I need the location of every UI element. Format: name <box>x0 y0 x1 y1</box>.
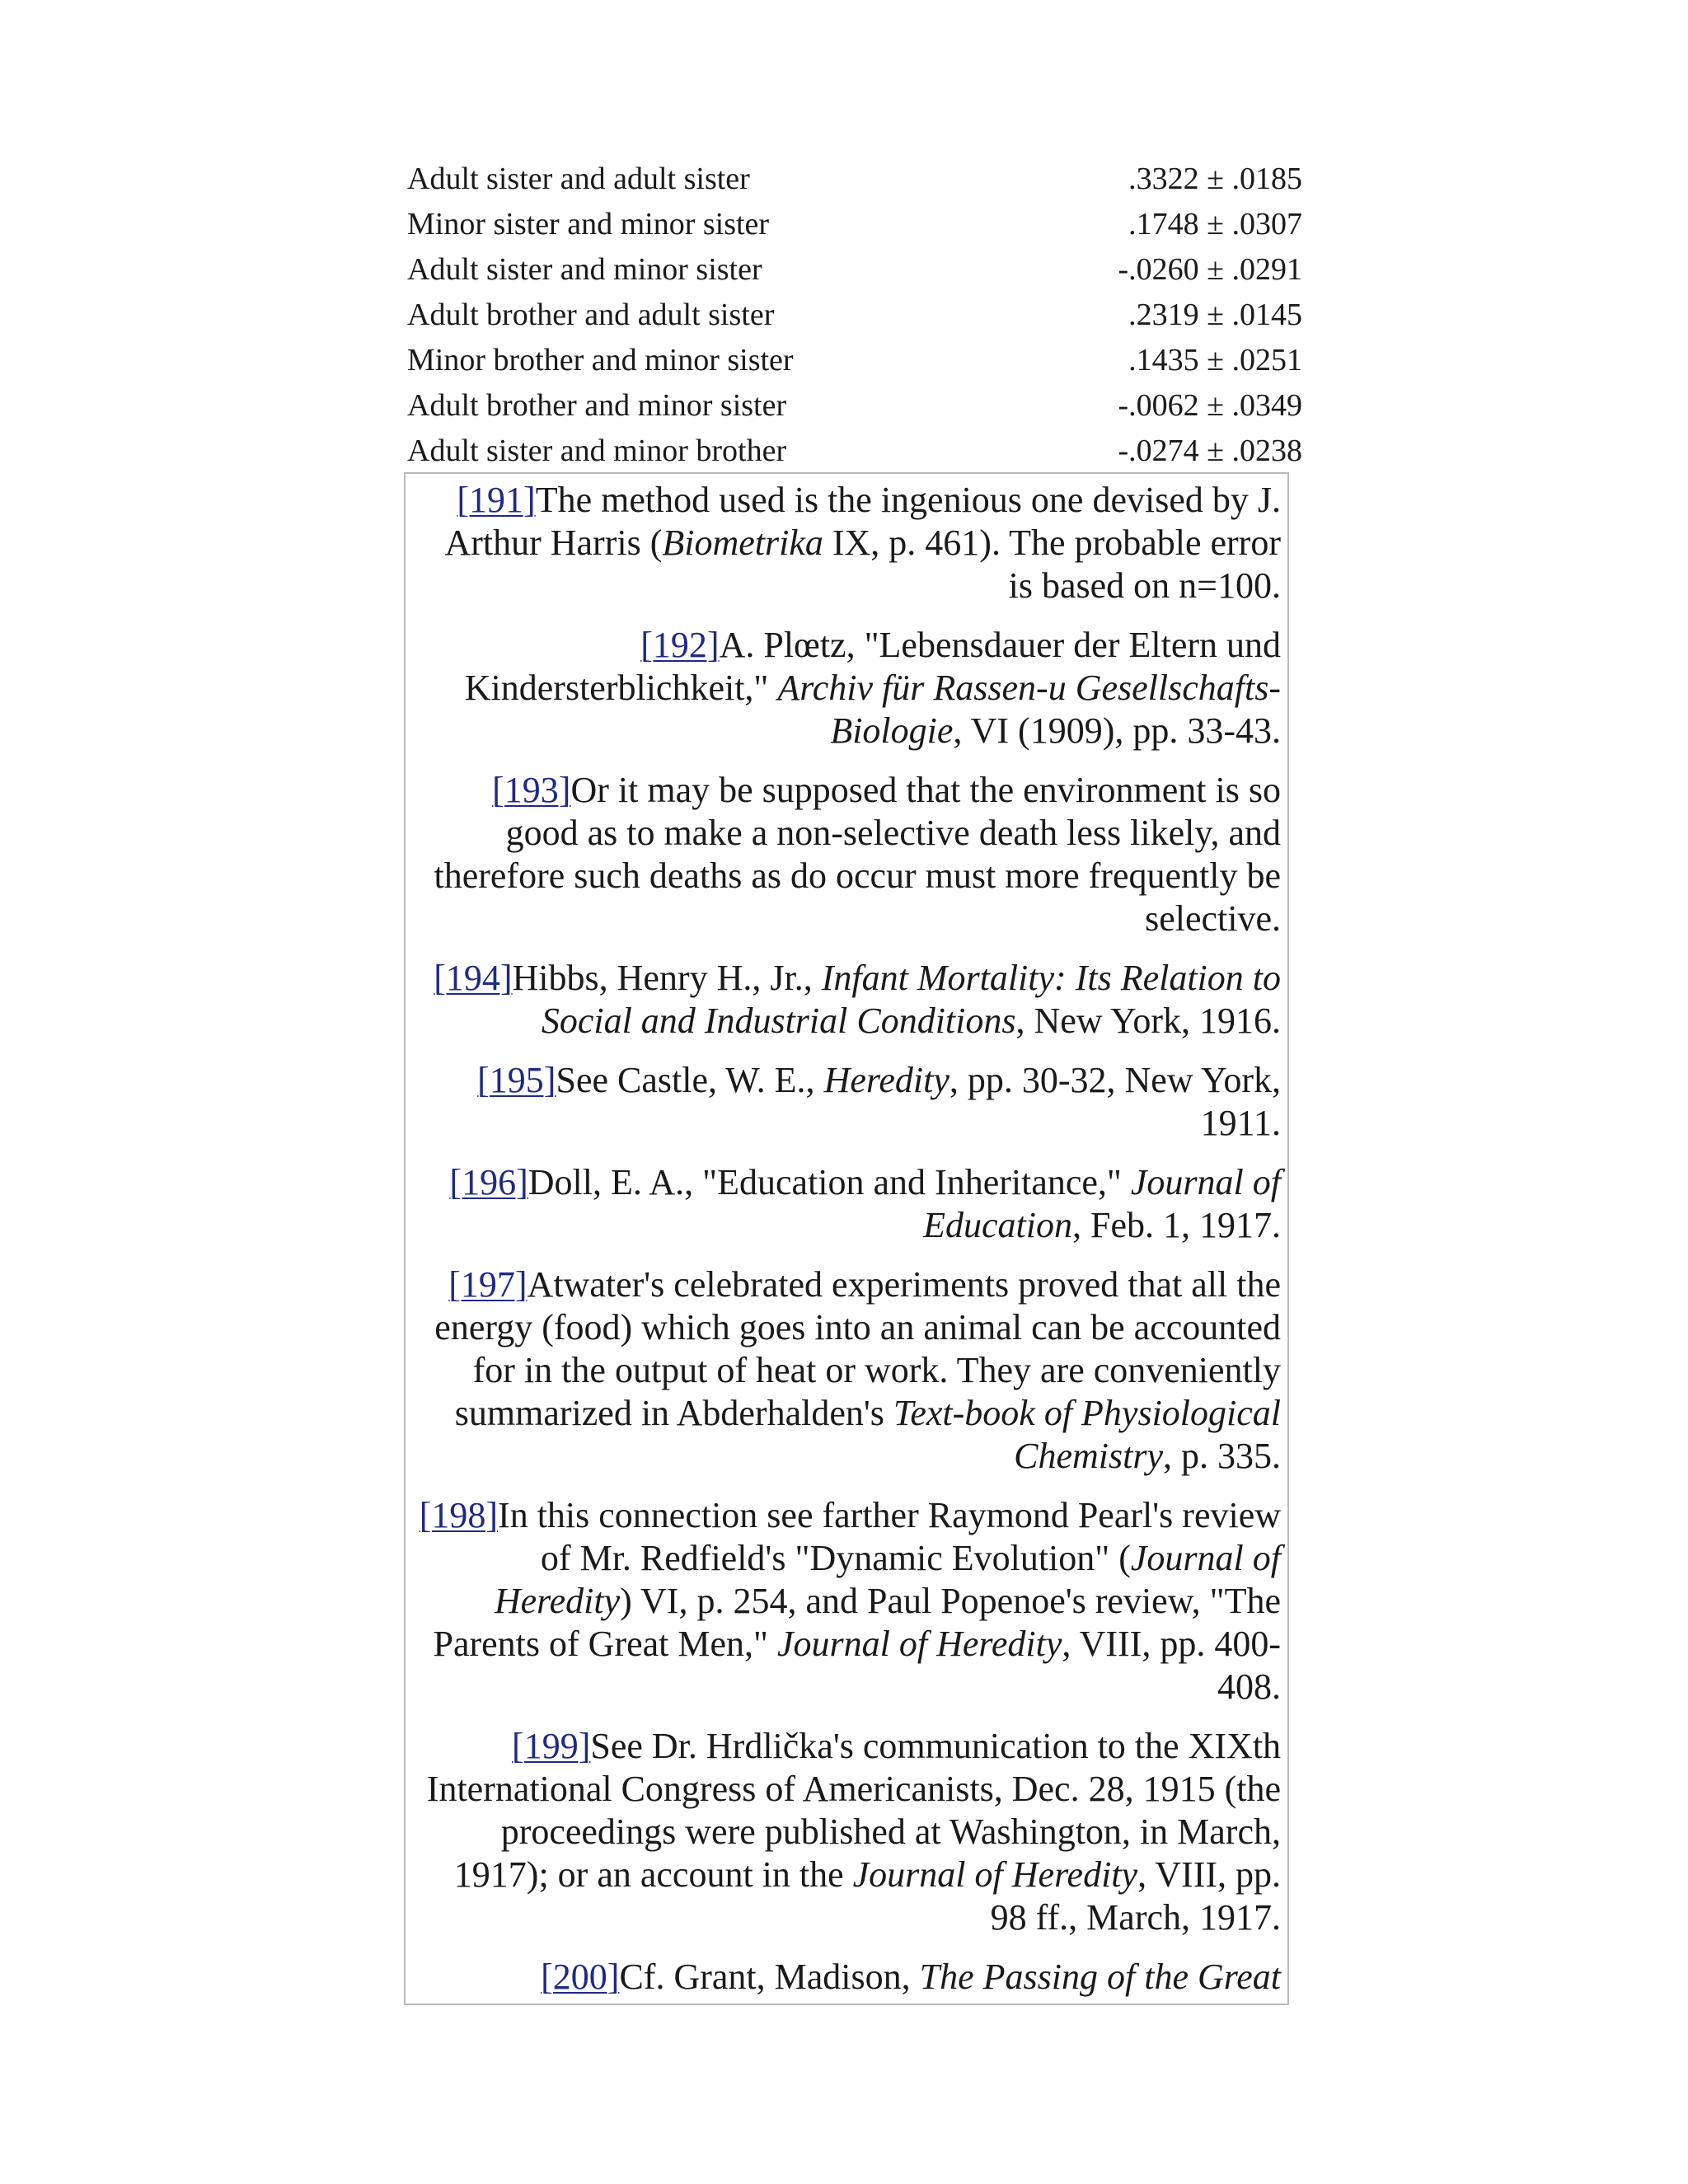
correlation-table <box>407 157 1302 474</box>
coefficient-cell: -.0274 ± .0238 <box>1118 434 1302 468</box>
coefficient-cell: .3322 ± .0185 <box>1128 162 1302 196</box>
relation-cell: Adult brother and adult sister <box>407 298 775 332</box>
table-row <box>407 338 1302 383</box>
footnote-text: , VIII, pp. 400-408. <box>1062 1624 1281 1707</box>
footnote-title-text: Journal of Heredity <box>777 1624 1062 1664</box>
footnote-title-text: Text-book of Physiological Chemistry <box>893 1393 1281 1476</box>
footnote-title-text: Biometrika <box>662 523 823 563</box>
footnote-title-text: Journal of Heredity <box>852 1854 1138 1895</box>
footnote-text: Atwater's celebrated experiments proved that all the energy (food) which goes into an animal can be accounted for in the output of heat or work. They are conveniently summarized in Abderhalden's <box>434 1264 1281 1433</box>
relation-cell: Adult sister and minor sister <box>407 252 762 287</box>
coefficient-cell: .1435 ± .0251 <box>1128 343 1302 377</box>
table-row <box>407 202 1302 247</box>
footnote-text: , Feb. 1, 1917. <box>1072 1205 1281 1245</box>
footnote-text: See Dr. Hrdlička's communication to the XIXth International Congress of Americanists, Dec. 28, 1915 (the proceedings were published at Washington, in March, 1917); or an account in the <box>426 1726 1281 1895</box>
footnote-text: , p. 335. <box>1163 1436 1281 1476</box>
coefficient-cell: .2319 ± .0145 <box>1128 298 1302 332</box>
footnote-text: In this connection see farther Raymond Pearl's review of Mr. Redfield's "Dynamic Evolution" ( <box>498 1495 1281 1578</box>
footnote-text: , VI (1909), pp. 33-43. <box>953 710 1281 751</box>
relation-cell: Adult sister and minor brother <box>407 434 787 468</box>
footnote-ref-link[interactable]: [195] <box>477 1060 556 1100</box>
relation-cell: Adult brother and minor sister <box>407 388 787 423</box>
footnote-text: IX, p. 461). The probable error is based on n=100. <box>823 523 1281 606</box>
footnote-text: The method used is the ingenious one devised by J. Arthur Harris ( <box>444 480 1281 563</box>
footnote-ref-link[interactable]: [192] <box>640 625 720 665</box>
coefficient-cell: -.0062 ± .0349 <box>1118 388 1302 423</box>
table-row <box>407 157 1302 202</box>
footnote-ref-link[interactable]: [199] <box>512 1726 591 1766</box>
table-row <box>407 429 1302 474</box>
footnote-title-text: The Passing of the Great <box>919 1957 1281 1997</box>
footnote-text: See Castle, W. E., <box>556 1060 824 1100</box>
table-row <box>407 247 1302 293</box>
table-row <box>407 383 1302 429</box>
relation-cell: Adult sister and adult sister <box>407 162 750 196</box>
correlation-table-body <box>407 157 1302 474</box>
coefficient-cell: .1748 ± .0307 <box>1128 207 1302 241</box>
footnote <box>412 957 1281 1043</box>
footnote <box>412 1494 1281 1708</box>
footnote-text: Hibbs, Henry H., Jr., <box>512 958 822 998</box>
footnote-ref-link[interactable]: [200] <box>541 1957 620 1997</box>
footnote <box>412 769 1281 940</box>
coefficient-cell: -.0260 ± .0291 <box>1118 252 1302 287</box>
footnote-text: Doll, E. A., "Education and Inheritance," <box>528 1162 1131 1202</box>
footnotes-panel <box>404 472 1289 2005</box>
footnote <box>412 1263 1281 1478</box>
footnote <box>412 479 1281 607</box>
footnote-ref-link[interactable]: [198] <box>419 1495 499 1535</box>
footnote-title-text: Journal of Education <box>923 1162 1281 1245</box>
footnote-text: , VIII, pp. 98 ff., March, 1917. <box>990 1854 1281 1938</box>
footnote-text: Cf. Grant, Madison, <box>619 1957 920 1997</box>
footnote <box>412 624 1281 752</box>
footnote-ref-link[interactable]: [191] <box>457 480 536 520</box>
footnote <box>412 1059 1281 1145</box>
footnote-ref-link[interactable]: [196] <box>449 1162 528 1202</box>
footnote-title-text: Heredity <box>823 1060 950 1100</box>
footnote-text: ) VI, p. 254, and Paul Popenoe's review, "The Parents of Great Men," <box>433 1581 1281 1664</box>
relation-cell: Minor sister and minor sister <box>407 207 770 241</box>
footnote-text: , New York, 1916. <box>1015 1001 1281 1041</box>
footnote-ref-link[interactable]: [193] <box>492 770 571 810</box>
footnote-ref-link[interactable]: [197] <box>448 1264 528 1305</box>
footnote-title-text: Infant Mortality: Its Relation to Social and Industrial Conditions <box>541 958 1281 1041</box>
relation-cell: Minor brother and minor sister <box>407 343 794 377</box>
table-row <box>407 293 1302 338</box>
footnote <box>412 1725 1281 1939</box>
footnote <box>412 1956 1281 1999</box>
footnote-title-text: Archiv für Rassen-u Gesellschafts-Biologie <box>777 668 1281 751</box>
footnote <box>412 1161 1281 1247</box>
footnote-text: Or it may be supposed that the environment is so good as to make a non-selective death less likely, and therefore such deaths as do occur must more frequently be selective. <box>434 770 1281 939</box>
footnote-title-text: Journal of Heredity <box>494 1538 1281 1621</box>
footnote-text: A. Plœtz, "Lebensdauer der Eltern und Kindersterblichkeit," <box>464 625 1281 708</box>
footnote-ref-link[interactable]: [194] <box>434 958 513 998</box>
footnote-text: , pp. 30-32, New York, 1911. <box>949 1060 1281 1143</box>
